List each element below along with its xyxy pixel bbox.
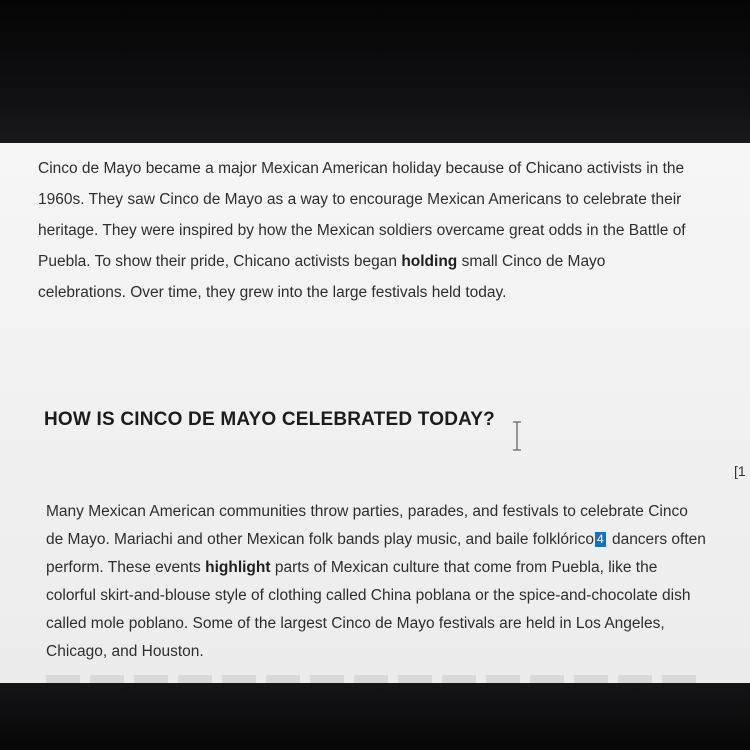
paragraph-line: Cinco de Mayo became a major Mexican American holiday because of Chicano activists in the [38,160,685,177]
vocabulary-word-highlight[interactable]: highlight [205,559,271,576]
footnote-reference-button[interactable]: 4 [596,532,604,546]
paragraph-line: Many Mexican American communities throw parties, parades, and festivals to celebrate Cinco [46,503,688,520]
paragraph-line: 1960s. They saw Cinco de Mayo as a way to encourage Mexican Americans to celebrate their [38,191,682,208]
paragraph-line [38,253,605,284]
article-page [0,143,750,683]
paragraph-number-marker: [1 [734,463,746,479]
vocabulary-word-holding[interactable]: holding [401,253,458,270]
paragraph-line: heritage. They were inspired by how the Mexican soldiers overcame great odds in the Battle of [38,222,686,239]
cut-off-text-line [46,675,706,683]
paragraph-line: Chicago, and Houston. [46,643,204,660]
monitor-bezel-top [0,0,750,143]
text-segment: Puebla. To show their pride, Chicano activists began [38,253,402,270]
paragraph-line: called mole poblano. Some of the largest Cinco de Mayo festivals are held in Los Angeles, [46,615,665,632]
paragraph-line [46,531,706,559]
text-segment: perform. These events [46,559,206,576]
paragraph-line: celebrations. Over time, they grew into the large festivals held today. [38,284,507,301]
text-segment: small Cinco de Mayo [457,253,606,270]
section-heading: HOW IS CINCO DE MAYO CELEBRATED TODAY? [44,409,495,430]
monitor-bezel-bottom [0,683,750,750]
paragraph-line: colorful skirt-and-blouse style of clothing called China poblana or the spice-and-chocolate dish [46,587,691,604]
text-segment: parts of Mexican culture that come from Puebla, like the [270,559,658,576]
paragraph-line [46,559,657,587]
text-segment: de Mayo. Mariachi and other Mexican folk bands play music, and baile folklórico [46,531,594,548]
text-segment: dancers often [607,531,706,548]
text-cursor-icon [512,421,522,451]
